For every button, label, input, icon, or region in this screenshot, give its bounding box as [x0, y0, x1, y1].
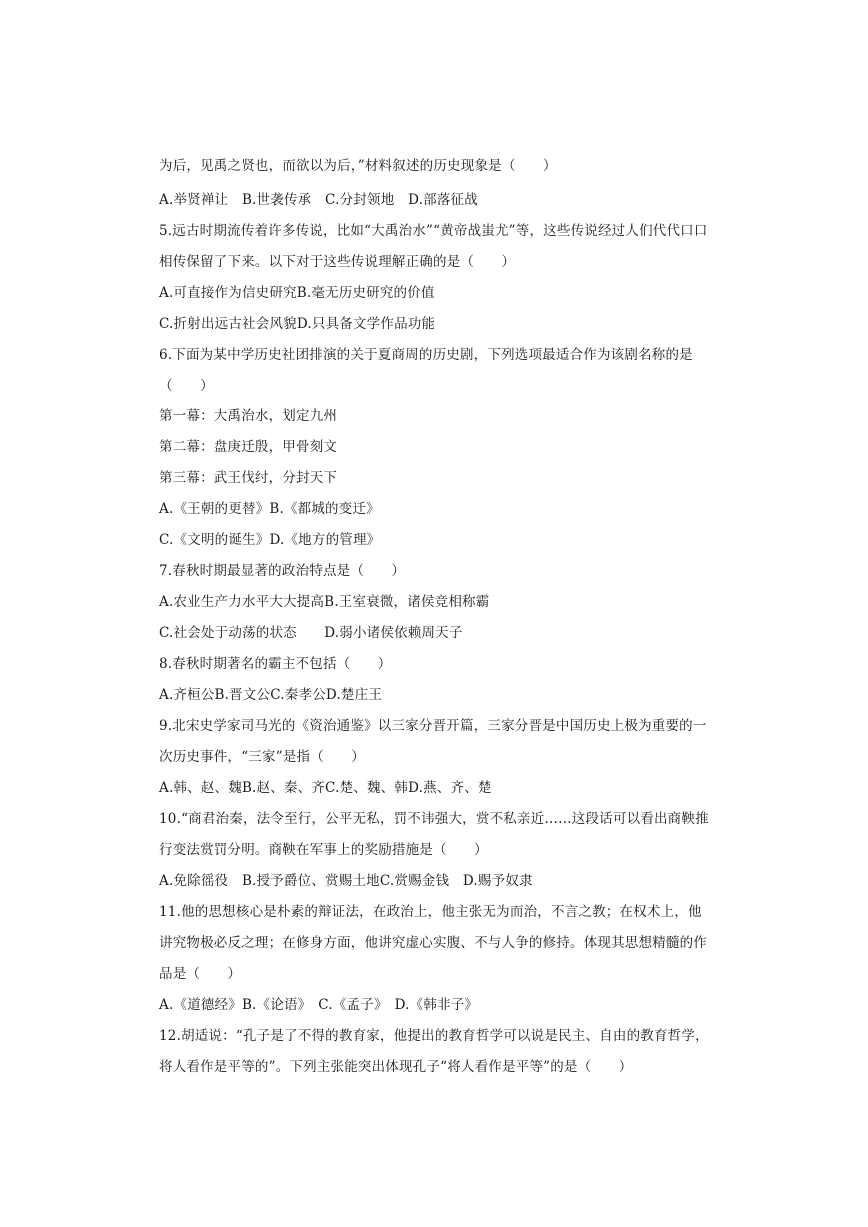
text-line: 7.春秋时期最显著的政治特点是（ ） [159, 563, 406, 579]
text-line: 相传保留了下来。以下对于这些传说理解正确的是（ ） [159, 254, 516, 270]
text-line: 为后，见禹之贤也，而欲以为后，”材料叙述的历史现象是（ ） [159, 158, 557, 174]
text-line: 第二幕：盘庚迁殷，甲骨刻文 [159, 439, 338, 455]
text-line: 第三幕：武王伐纣，分封天下 [159, 470, 338, 486]
text-line: 10.“商君治秦，法令至行，公平无私，罚不讳强大，赏不私亲近……这段话可以看出商鞅推 [159, 811, 709, 827]
text-line: C.折射出远古社会风貌D.只具备文学作品功能 [159, 316, 436, 332]
text-line: 第一幕：大禹治水，划定九州 [159, 408, 338, 424]
text-line: 11.他的思想核心是朴素的辩证法，在政治上，他主张无为而治，不言之教；在权术上，他 [159, 904, 702, 920]
text-line: 12.胡适说：“孔子是了不得的教育家，他提出的教育哲学可以说是民主、自由的教育哲学， [159, 1028, 709, 1044]
text-line: A.免除徭役 B.授予爵位、赏赐土地C.赏赐金钱 D.赐予奴隶 [159, 873, 533, 889]
text-line: 品是（ ） [159, 966, 242, 982]
text-line: 行变法赏罚分明。商鞅在军事上的奖励措施是（ ） [159, 842, 488, 858]
text-line: C.社会处于动荡的状态 D.弱小诸侯依赖周天子 [159, 625, 463, 641]
text-line: A.韩、赵、魏B.赵、秦、齐C.楚、魏、韩D.燕、齐、楚 [159, 780, 492, 796]
text-line: A.举贤禅让 B.世袭传承 C.分封领地 D.部落征战 [159, 192, 478, 208]
text-line: 讲究物极必反之理；在修身方面，他讲究虚心实腹、不与人争的修持。体现其思想精髓的作 [159, 935, 707, 951]
text-line: C.《文明的诞生》D.《地方的管理》 [159, 532, 381, 548]
text-line: 将人看作是平等的”。下列主张能突出体现孔子“将人看作是平等”的是（ ） [159, 1059, 633, 1075]
text-line: （ ） [159, 378, 214, 394]
text-line: 8.春秋时期著名的霸主不包括（ ） [159, 656, 392, 672]
text-line: A.可直接作为信史研究B.毫无历史研究的价值 [159, 285, 435, 301]
text-line: 6.下面为某中学历史社团排演的关于夏商周的历史剧，下列选项最适合作为该剧名称的是 [159, 347, 693, 363]
text-line: 9.北宋史学家司马光的《资治通鉴》以三家分晋开篇，三家分晋是中国历史上极为重要的一 [159, 718, 707, 734]
text-line: A.农业生产力水平大大提高B.王室衰微，诸侯竞相称霸 [159, 594, 490, 610]
text-line: A.《道德经》B.《论语》 C.《孟子》 D.《韩非子》 [159, 997, 479, 1013]
text-line: A.《王朝的更替》B.《都城的变迁》 [159, 501, 380, 517]
text-line: A.齐桓公B.晋文公C.秦孝公D.楚庄王 [159, 687, 383, 703]
text-line: 5.远古时期流传着许多传说，比如“大禹治水”“黄帝战蚩尤”等，这些传说经过人们代代口口 [159, 223, 708, 239]
text-line: 次历史事件，“三家”是指（ ） [159, 749, 366, 765]
